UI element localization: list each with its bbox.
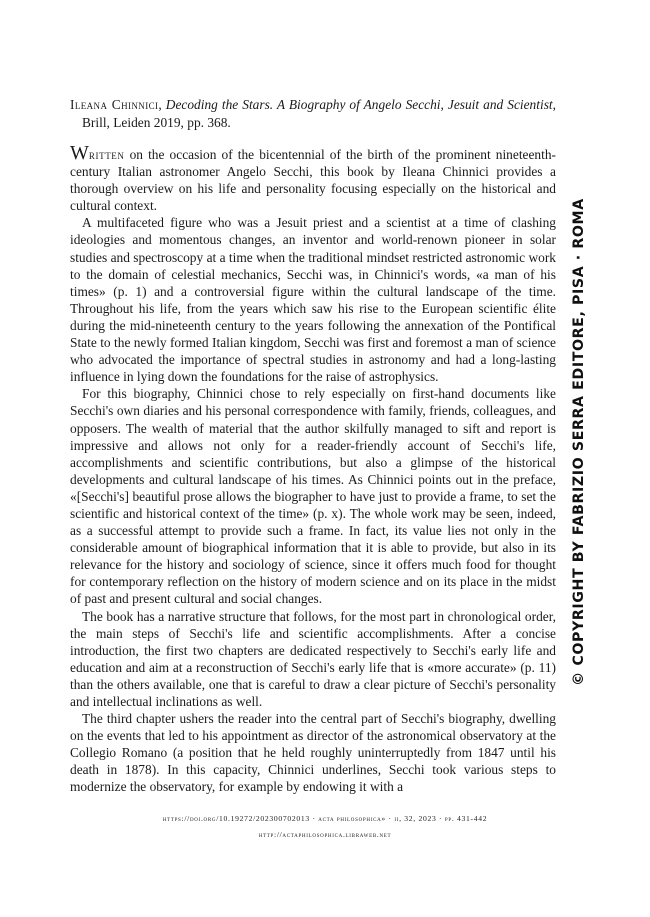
review-body	[70, 142, 556, 796]
paragraph-5: The third chapter ushers the reader into the central part of Secchi's biography, dwelling on the events that led to his appointment as director of the astronomical observatory at the Collegio Romano (a position that he held roughly uninterruptedly from 1847 until his death in 1878). In this capacity, Chinnici underlines, Secchi took various steps to modernize the observatory, for example by endowing it with a	[70, 711, 556, 795]
book-citation	[70, 96, 556, 131]
paragraph-2: A multifaceted figure who was a Jesuit priest and a scientist at a time of clashing ideologies and momentous changes, an inventor and world-renown pioneer in solar studies and spectroscopy at a time when the traditional mindset restricted astronomic work to the domain of celestial mechanics, Secchi was, in Chinnici's words, «a man of his times» (p. 1) and a controversial figure within the cultural landscape of the time. Throughout his life, from the years which saw his rise to the European scientific élite during the mid-nineteenth century to the years following the annexation of the Pontifical State to the newly formed Italian kingdom, Secchi was first and foremost a man of science who advocated the importance of spectral studies in astronomy and had a long-lasting influence in lying down the foundations for the raise of astrophysics.	[70, 215, 556, 385]
drop-cap: W	[70, 142, 89, 164]
paragraph-1-text: on the occasion of the bicentennial of the birth of the prominent nineteenth-century Italian astronomer Angelo Secchi, this book by Ileana Chinnici provides a thorough overview on his life and personality focusing especially on the historical and cultural context.	[70, 147, 556, 214]
doi-footer: https://doi.org/10.19272/202300702013 · acta philosophica» · ii, 32, 2023 · pp. 431-442	[162, 814, 488, 823]
review-page	[70, 96, 556, 796]
paragraph-4: The book has a narrative structure that follows, for the most part in chronological order, the main steps of Secchi's life and scientific accomplishments. After a concise introduction, the first two chapters are dedicated respectively to Secchi's early life and education and aim at a reconstruction of Secchi's early life that is «more accurate» (p. 11) than the others available, one that is careful to draw a clear picture of Secchi's personality and intellectual inclinations as well.	[70, 608, 556, 709]
citation-separator: ,	[158, 97, 166, 112]
citation-author: Ileana Chinnici	[70, 97, 159, 112]
citation-title: Decoding the Stars. A Biography of Angelo Secchi, Jesuit and Scientist	[165, 97, 553, 112]
paragraph-1	[70, 142, 556, 214]
citation-publisher: , Brill, Leiden 2019, pp. 368.	[82, 97, 556, 130]
copyright-notice: © COPYRIGHT BY FABRIZIO SERRA EDITORE, PISA · ROMA	[571, 198, 587, 686]
lead-in-word: ritten	[88, 147, 125, 162]
paragraph-3: For this biography, Chinnici chose to rely especially on first-hand documents like Secchi's own diaries and his personal correspondence with family, friends, colleagues, and opposers. The wealth of material that the author skilfully managed to sift and report is impressive and allows not only for a reader-friendly account of Secchi's life, accomplishments and scientific contributions, but also a glimpse of the historical developments and cultural landscape of his times. As Chinnici points out in the preface, «[Secchi's] beautiful prose allows the biographer to have just to provide a frame, to set the scientific and historical context of the time» (p. x). The whole work may be seen, indeed, as a successful attempt to provide such a frame. In fact, its value lies not only in the considerable amount of biographical information that it is able to provide, but also in its relevance for the history and sociology of science, since it offers much food for thought for contemporary reflection on the history of modern science and on its place in the midst of past and present cultural and social changes.	[70, 386, 556, 607]
journal-url-footer: http://actaphilosophica.libraweb.net	[258, 830, 392, 839]
